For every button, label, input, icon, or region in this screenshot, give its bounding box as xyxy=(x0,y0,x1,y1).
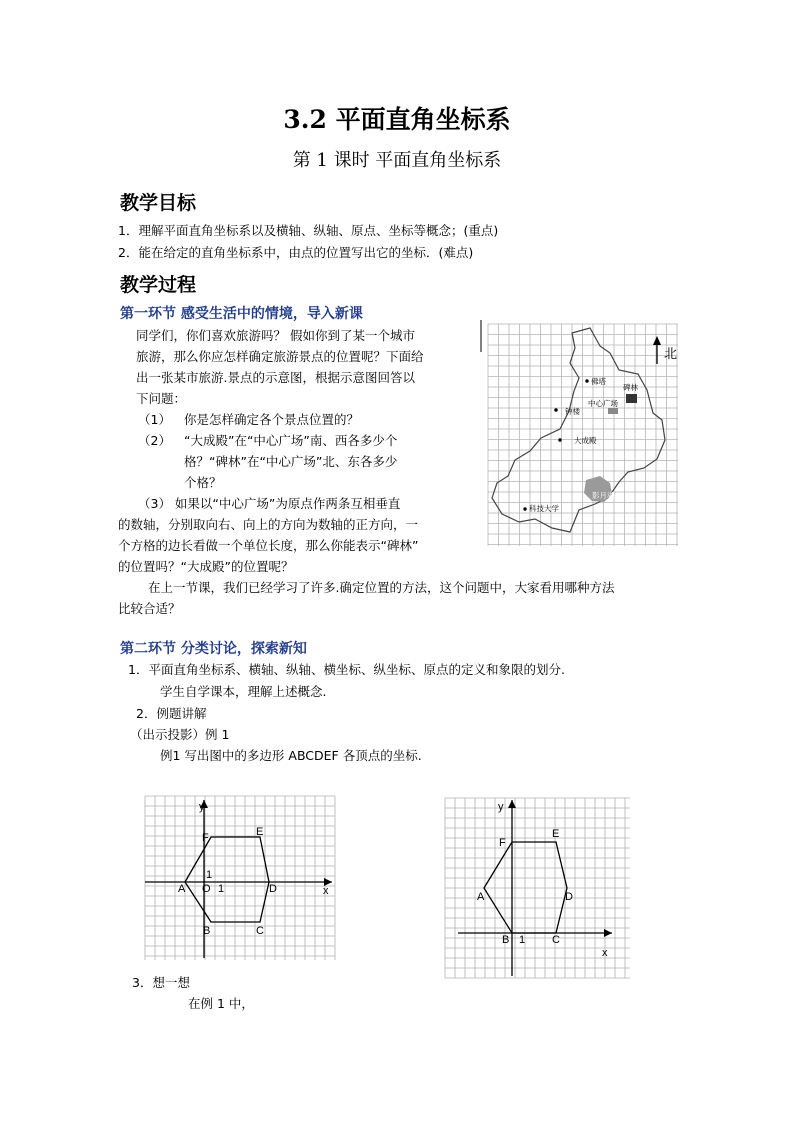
sec1-line-1: 同学们，你们喜欢旅游吗？ 假如你到了某一个城市 xyxy=(136,328,415,343)
d1-label-unit-x: 1 xyxy=(218,883,225,895)
q1-text: 你是怎样确定各个景点位置的？ xyxy=(184,412,360,427)
sec1-line-4: 下问题： xyxy=(136,391,187,406)
d2-label-C: C xyxy=(552,934,560,946)
map-place-pagoda: 佛塔 xyxy=(591,377,606,386)
map-grid xyxy=(488,324,678,546)
section1-title: 第一环节 感受生活中的情境，导入新课 xyxy=(120,306,363,322)
sec2-line-2: 学生自学课本，理解上述概念. xyxy=(160,684,327,699)
d1-label-y: y xyxy=(199,801,205,813)
d1-label-A: A xyxy=(178,883,186,895)
d2-label-F: F xyxy=(499,837,506,849)
d1-label-origin: O xyxy=(202,883,211,895)
forest-marker xyxy=(626,394,637,403)
d1-label-x: x xyxy=(323,885,329,897)
map-place-lake: 影月湖 xyxy=(592,491,615,500)
city-map-figure xyxy=(478,318,684,550)
page-title: 3.2 平面直角坐标系 xyxy=(283,105,511,134)
q1-number: （1） xyxy=(138,412,171,427)
q3-text-b: 的数轴，分别取向右、向上的方向为数轴的正方向，一 xyxy=(118,517,419,532)
process-heading: 教学过程 xyxy=(120,274,197,296)
section2-title: 第二环节 分类讨论，探索新知 xyxy=(120,641,307,657)
goal-item-2: 2．能在给定的直角坐标系中，由点的位置写出它的坐标．(难点) xyxy=(118,245,474,260)
sec2-line-6: 3．想一想 xyxy=(132,975,190,990)
d1-label-F: F xyxy=(202,832,209,844)
diagram1-grid xyxy=(145,796,335,960)
q3-text-a: （3） 如果以“中心广场”为原点作两条互相垂直 xyxy=(138,496,401,511)
map-place-university: 科技大学 xyxy=(529,504,559,513)
map-place-central-plaza: 中心广场 xyxy=(588,399,618,408)
sec2-line-3: 2．例题讲解 xyxy=(136,706,207,721)
d2-label-D: D xyxy=(565,891,573,903)
sec2-line-1: 1．平面直角坐标系、横轴、纵轴、横坐标、纵坐标、原点的定义和象限的划分. xyxy=(128,662,565,677)
d1-label-unit-y: 1 xyxy=(206,869,213,881)
sec1-para-2: 比较合适？ xyxy=(118,601,181,616)
sec1-line-2: 旅游，那么你应怎样确定旅游景点的位置呢？下面给 xyxy=(136,349,424,364)
d2-label-B: B xyxy=(502,934,510,946)
q2-number: （2） xyxy=(138,433,171,448)
map-place-forest: 碑林 xyxy=(623,383,638,392)
plaza-marker xyxy=(608,408,618,414)
q2-text-a: “大成殿”在“中心广场”南、西各多少个 xyxy=(184,433,398,448)
hexagon-abcdef-2 xyxy=(484,842,567,933)
coordinate-diagram-2 xyxy=(440,793,635,980)
sec2-line-5: 例1 写出图中的多边形 ABCDEF 各顶点的坐标. xyxy=(160,748,422,763)
d2-label-A: A xyxy=(477,891,485,903)
map-place-bell-tower: 钟楼 xyxy=(565,407,580,416)
city-boundary xyxy=(492,328,665,532)
d2-label-y: y xyxy=(498,801,504,813)
sec1-para-1: 在上一节课，我们已经学习了许多.确定位置的方法，这个问题中，大家看用哪种方法 xyxy=(148,580,615,595)
q3-text-c: 个方格的边长看做一个单位长度，那么你能表示“碑林” xyxy=(118,538,419,553)
hexagon-abcdef-1 xyxy=(185,837,269,922)
d1-label-C: C xyxy=(256,925,264,937)
q3-text-d: 的位置吗？“大成殿”的位置呢？ xyxy=(118,559,294,574)
q2-text-c: 个格？ xyxy=(184,475,222,490)
page-subtitle: 第 1 课时 平面直角坐标系 xyxy=(292,150,502,171)
d1-label-B: B xyxy=(203,925,211,937)
d1-label-E: E xyxy=(256,826,264,838)
sec2-line-7: 在例 1 中， xyxy=(188,996,254,1011)
q2-text-b: 格？“碑林”在“中心广场”北、东各多少 xyxy=(184,454,398,469)
d2-label-E: E xyxy=(552,828,560,840)
map-place-hall: 大成殿 xyxy=(574,436,597,445)
sec2-line-4: （出示投影）例 1 xyxy=(130,727,230,742)
goal-item-1: 1．理解平面直角坐标系以及横轴、纵轴、原点、坐标等概念；(重点) xyxy=(118,223,499,238)
d2-label-unit: 1 xyxy=(519,934,526,946)
north-label: 北 xyxy=(664,346,678,361)
d2-label-x: x xyxy=(602,947,608,959)
coordinate-diagram-1 xyxy=(140,790,340,965)
d1-label-D: D xyxy=(269,883,277,895)
sec1-line-3: 出一张某市旅游.景点的示意图，根据示意图回答以 xyxy=(136,370,415,385)
goals-heading: 教学目标 xyxy=(120,192,197,214)
